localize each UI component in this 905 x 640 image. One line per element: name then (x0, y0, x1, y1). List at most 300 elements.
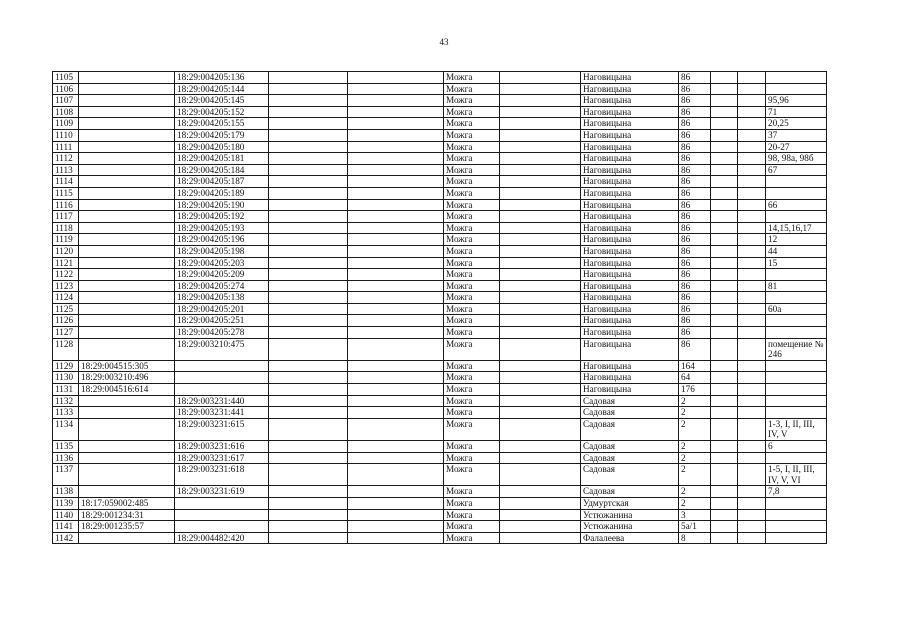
empty-cell (269, 269, 348, 281)
empty-cell (269, 118, 348, 130)
house-number-cell: 8 (679, 532, 711, 544)
empty-cell (269, 280, 348, 292)
street-cell: Наговицына (581, 234, 679, 246)
empty-cell (269, 441, 348, 453)
empty-cell (500, 280, 581, 292)
street-cell: Наговицына (581, 384, 679, 396)
city-cell: Можга (444, 269, 500, 281)
cadastral-parent-cell (79, 106, 175, 118)
empty-cell (738, 199, 766, 211)
premises-cell: 7,8 (766, 486, 827, 498)
city-cell: Можга (444, 521, 500, 533)
row-number-cell: 1106 (53, 83, 79, 95)
city-cell: Можга (444, 118, 500, 130)
empty-cell (711, 83, 738, 95)
table-row (53, 418, 827, 440)
city-cell: Можга (444, 532, 500, 544)
cadastral-parent-cell: 18:29:004516:614 (79, 384, 175, 396)
table-row (53, 72, 827, 84)
empty-cell (711, 118, 738, 130)
table-row (53, 257, 827, 269)
city-cell: Можга (444, 360, 500, 372)
street-cell: Наговицына (581, 372, 679, 384)
premises-cell (766, 292, 827, 304)
empty-cell (348, 269, 444, 281)
cadastral-number-cell: 18:29:004205:201 (175, 303, 269, 315)
cadastral-number-cell: 18:29:004205:251 (175, 315, 269, 327)
city-cell: Можга (444, 338, 500, 360)
empty-cell (711, 280, 738, 292)
row-number-cell: 1119 (53, 234, 79, 246)
city-cell: Можга (444, 95, 500, 107)
empty-cell (348, 521, 444, 533)
empty-cell (348, 83, 444, 95)
cadastral-parent-cell (79, 211, 175, 223)
empty-cell (269, 395, 348, 407)
house-number-cell: 2 (679, 464, 711, 486)
house-number-cell: 2 (679, 418, 711, 440)
row-number-cell: 1108 (53, 106, 79, 118)
empty-cell (738, 395, 766, 407)
empty-cell (269, 72, 348, 84)
cadastral-parent-cell (79, 141, 175, 153)
premises-cell (766, 360, 827, 372)
premises-cell (766, 211, 827, 223)
empty-cell (738, 118, 766, 130)
house-number-cell: 86 (679, 164, 711, 176)
cadastral-parent-cell (79, 395, 175, 407)
empty-cell (269, 95, 348, 107)
cadastral-parent-cell (79, 222, 175, 234)
house-number-cell: 86 (679, 187, 711, 199)
street-cell: Удмуртская (581, 497, 679, 509)
empty-cell (348, 372, 444, 384)
empty-cell (711, 234, 738, 246)
premises-cell: 1-3, I, II, III, IV, V (766, 418, 827, 440)
empty-cell (269, 372, 348, 384)
empty-cell (738, 222, 766, 234)
table-row (53, 452, 827, 464)
street-cell: Наговицына (581, 118, 679, 130)
empty-cell (500, 118, 581, 130)
row-number-cell: 1132 (53, 395, 79, 407)
city-cell: Можга (444, 234, 500, 246)
cadastral-parent-cell (79, 338, 175, 360)
empty-cell (711, 384, 738, 396)
city-cell: Можга (444, 245, 500, 257)
house-number-cell: 2 (679, 497, 711, 509)
table-row (53, 532, 827, 544)
street-cell: Садовая (581, 407, 679, 419)
house-number-cell: 2 (679, 441, 711, 453)
cadastral-number-cell (175, 360, 269, 372)
street-cell: Наговицына (581, 327, 679, 339)
empty-cell (711, 464, 738, 486)
city-cell: Можга (444, 187, 500, 199)
city-cell: Можга (444, 486, 500, 498)
empty-cell (711, 153, 738, 165)
empty-cell (348, 72, 444, 84)
empty-cell (348, 418, 444, 440)
row-number-cell: 1117 (53, 211, 79, 223)
cadastral-number-cell: 18:29:004482:420 (175, 532, 269, 544)
cadastral-number-cell: 18:29:003231:619 (175, 486, 269, 498)
empty-cell (500, 441, 581, 453)
row-number-cell: 1139 (53, 497, 79, 509)
empty-cell (738, 452, 766, 464)
cadastral-parent-cell (79, 176, 175, 188)
premises-cell (766, 395, 827, 407)
cadastral-parent-cell (79, 187, 175, 199)
house-number-cell: 86 (679, 338, 711, 360)
premises-cell: помещение № 246 (766, 338, 827, 360)
city-cell: Можга (444, 199, 500, 211)
table-row (53, 83, 827, 95)
empty-cell (269, 141, 348, 153)
cadastral-number-cell: 18:29:004205:198 (175, 245, 269, 257)
cadastral-parent-cell (79, 315, 175, 327)
cadastral-parent-cell (79, 292, 175, 304)
cadastral-number-cell: 18:29:004205:136 (175, 72, 269, 84)
empty-cell (738, 384, 766, 396)
cadastral-parent-cell (79, 441, 175, 453)
empty-cell (738, 407, 766, 419)
empty-cell (269, 129, 348, 141)
cadastral-number-cell: 18:29:004205:274 (175, 280, 269, 292)
empty-cell (500, 83, 581, 95)
empty-cell (500, 452, 581, 464)
empty-cell (348, 486, 444, 498)
street-cell: Наговицына (581, 95, 679, 107)
empty-cell (348, 118, 444, 130)
premises-cell: 14,15,16,17 (766, 222, 827, 234)
empty-cell (738, 303, 766, 315)
table-row (53, 187, 827, 199)
table-row (53, 280, 827, 292)
premises-cell: 67 (766, 164, 827, 176)
house-number-cell: 86 (679, 153, 711, 165)
street-cell: Наговицына (581, 83, 679, 95)
empty-cell (500, 245, 581, 257)
empty-cell (348, 106, 444, 118)
cadastral-number-cell (175, 384, 269, 396)
street-cell: Садовая (581, 441, 679, 453)
empty-cell (348, 176, 444, 188)
city-cell: Можга (444, 418, 500, 440)
cadastral-parent-cell (79, 303, 175, 315)
city-cell: Можга (444, 257, 500, 269)
empty-cell (269, 338, 348, 360)
premises-cell (766, 532, 827, 544)
row-number-cell: 1122 (53, 269, 79, 281)
empty-cell (348, 532, 444, 544)
house-number-cell: 86 (679, 292, 711, 304)
street-cell: Наговицына (581, 257, 679, 269)
cadastral-parent-cell (79, 234, 175, 246)
empty-cell (348, 509, 444, 521)
empty-cell (738, 141, 766, 153)
row-number-cell: 1133 (53, 407, 79, 419)
empty-cell (500, 106, 581, 118)
cadastral-number-cell: 18:29:004205:155 (175, 118, 269, 130)
street-cell: Наговицына (581, 360, 679, 372)
empty-cell (711, 222, 738, 234)
empty-cell (269, 521, 348, 533)
table-row (53, 486, 827, 498)
cadastral-number-cell: 18:29:004205:278 (175, 327, 269, 339)
premises-cell (766, 452, 827, 464)
row-number-cell: 1105 (53, 72, 79, 84)
house-number-cell: 86 (679, 199, 711, 211)
cadastral-parent-cell (79, 532, 175, 544)
cadastral-number-cell: 18:29:004205:187 (175, 176, 269, 188)
empty-cell (738, 338, 766, 360)
house-number-cell: 86 (679, 315, 711, 327)
street-cell: Садовая (581, 452, 679, 464)
page-number: 43 (439, 37, 449, 47)
empty-cell (348, 153, 444, 165)
street-cell: Устюжанина (581, 521, 679, 533)
row-number-cell: 1118 (53, 222, 79, 234)
empty-cell (348, 280, 444, 292)
table-row (53, 497, 827, 509)
row-number-cell: 1126 (53, 315, 79, 327)
house-number-cell: 86 (679, 257, 711, 269)
premises-cell: 1-5, I, II, III, IV, V, VI (766, 464, 827, 486)
street-cell: Наговицына (581, 222, 679, 234)
cadastral-number-cell: 18:29:003231:618 (175, 464, 269, 486)
cadastral-parent-cell (79, 327, 175, 339)
empty-cell (500, 222, 581, 234)
cadastral-parent-cell: 18:29:004515:305 (79, 360, 175, 372)
table-row (53, 407, 827, 419)
empty-cell (269, 532, 348, 544)
empty-cell (500, 211, 581, 223)
empty-cell (348, 257, 444, 269)
empty-cell (711, 497, 738, 509)
table-row (53, 338, 827, 360)
premises-cell: 71 (766, 106, 827, 118)
street-cell: Садовая (581, 464, 679, 486)
city-cell: Можга (444, 176, 500, 188)
cadastral-parent-cell (79, 407, 175, 419)
table-row (53, 441, 827, 453)
empty-cell (738, 211, 766, 223)
table-row (53, 199, 827, 211)
row-number-cell: 1134 (53, 418, 79, 440)
empty-cell (711, 441, 738, 453)
cadastral-number-cell (175, 497, 269, 509)
cadastral-number-cell: 18:29:003231:615 (175, 418, 269, 440)
table-row (53, 245, 827, 257)
empty-cell (348, 187, 444, 199)
city-cell: Можга (444, 129, 500, 141)
house-number-cell: 64 (679, 372, 711, 384)
row-number-cell: 1138 (53, 486, 79, 498)
premises-cell: 81 (766, 280, 827, 292)
row-number-cell: 1136 (53, 452, 79, 464)
street-cell: Наговицына (581, 72, 679, 84)
house-number-cell: 2 (679, 452, 711, 464)
empty-cell (348, 464, 444, 486)
empty-cell (269, 327, 348, 339)
premises-cell (766, 372, 827, 384)
empty-cell (500, 199, 581, 211)
street-cell: Наговицына (581, 129, 679, 141)
empty-cell (500, 418, 581, 440)
house-number-cell: 2 (679, 407, 711, 419)
cadastral-parent-cell: 18:29:003210:496 (79, 372, 175, 384)
table-row (53, 95, 827, 107)
empty-cell (500, 129, 581, 141)
empty-cell (269, 257, 348, 269)
house-number-cell: 86 (679, 269, 711, 281)
cadastral-parent-cell (79, 95, 175, 107)
row-number-cell: 1113 (53, 164, 79, 176)
empty-cell (738, 372, 766, 384)
empty-cell (500, 257, 581, 269)
row-number-cell: 1109 (53, 118, 79, 130)
house-number-cell: 86 (679, 245, 711, 257)
empty-cell (711, 187, 738, 199)
street-cell: Садовая (581, 395, 679, 407)
house-number-cell: 86 (679, 327, 711, 339)
premises-cell (766, 327, 827, 339)
cadastral-number-cell: 18:29:004205:144 (175, 83, 269, 95)
house-number-cell: 86 (679, 95, 711, 107)
street-cell: Наговицына (581, 292, 679, 304)
empty-cell (738, 532, 766, 544)
empty-cell (500, 153, 581, 165)
street-cell: Наговицына (581, 269, 679, 281)
row-number-cell: 1128 (53, 338, 79, 360)
house-number-cell: 164 (679, 360, 711, 372)
empty-cell (348, 315, 444, 327)
table-row (53, 141, 827, 153)
premises-cell: 66 (766, 199, 827, 211)
empty-cell (348, 452, 444, 464)
premises-cell: 12 (766, 234, 827, 246)
city-cell: Можга (444, 141, 500, 153)
city-cell: Можга (444, 153, 500, 165)
empty-cell (738, 153, 766, 165)
street-cell: Наговицына (581, 176, 679, 188)
empty-cell (738, 464, 766, 486)
empty-cell (500, 187, 581, 199)
city-cell: Можга (444, 497, 500, 509)
street-cell: Наговицына (581, 199, 679, 211)
row-number-cell: 1124 (53, 292, 79, 304)
empty-cell (269, 176, 348, 188)
city-cell: Можга (444, 222, 500, 234)
premises-cell (766, 407, 827, 419)
row-number-cell: 1123 (53, 280, 79, 292)
empty-cell (738, 83, 766, 95)
cadastral-parent-cell (79, 118, 175, 130)
empty-cell (711, 452, 738, 464)
cadastral-parent-cell (79, 418, 175, 440)
empty-cell (711, 486, 738, 498)
house-number-cell: 86 (679, 118, 711, 130)
cadastral-parent-cell (79, 245, 175, 257)
city-cell: Можга (444, 407, 500, 419)
empty-cell (711, 315, 738, 327)
empty-cell (269, 497, 348, 509)
street-cell: Наговицына (581, 164, 679, 176)
empty-cell (738, 280, 766, 292)
empty-cell (269, 418, 348, 440)
empty-cell (269, 187, 348, 199)
cadastral-parent-cell (79, 452, 175, 464)
premises-cell (766, 187, 827, 199)
empty-cell (711, 372, 738, 384)
table-row (53, 211, 827, 223)
empty-cell (269, 199, 348, 211)
empty-cell (738, 106, 766, 118)
city-cell: Можга (444, 72, 500, 84)
city-cell: Можга (444, 509, 500, 521)
row-number-cell: 1111 (53, 141, 79, 153)
table-row (53, 222, 827, 234)
street-cell: Наговицына (581, 153, 679, 165)
house-number-cell: 86 (679, 83, 711, 95)
table-row (53, 106, 827, 118)
row-number-cell: 1125 (53, 303, 79, 315)
empty-cell (500, 164, 581, 176)
street-cell: Наговицына (581, 106, 679, 118)
cadastral-number-cell: 18:29:004205:209 (175, 269, 269, 281)
cadastral-number-cell: 18:29:004205:179 (175, 129, 269, 141)
premises-cell: 20-27 (766, 141, 827, 153)
table-row (53, 327, 827, 339)
row-number-cell: 1114 (53, 176, 79, 188)
cadastral-parent-cell (79, 153, 175, 165)
empty-cell (738, 418, 766, 440)
premises-cell: 6 (766, 441, 827, 453)
empty-cell (500, 521, 581, 533)
empty-cell (500, 384, 581, 396)
empty-cell (711, 327, 738, 339)
street-cell: Наговицына (581, 141, 679, 153)
cadastral-number-cell (175, 372, 269, 384)
house-number-cell: 86 (679, 211, 711, 223)
empty-cell (269, 153, 348, 165)
city-cell: Можга (444, 106, 500, 118)
street-cell: Садовая (581, 486, 679, 498)
table-row (53, 164, 827, 176)
row-number-cell: 1129 (53, 360, 79, 372)
house-number-cell: 3 (679, 509, 711, 521)
cadastral-parent-cell (79, 164, 175, 176)
cadastral-parent-cell (79, 129, 175, 141)
table-row (53, 395, 827, 407)
cadastral-number-cell: 18:29:003231:617 (175, 452, 269, 464)
empty-cell (711, 257, 738, 269)
register-table (52, 71, 827, 544)
cadastral-number-cell: 18:29:003231:440 (175, 395, 269, 407)
empty-cell (269, 222, 348, 234)
city-cell: Можга (444, 315, 500, 327)
house-number-cell: 86 (679, 280, 711, 292)
premises-cell: 95,96 (766, 95, 827, 107)
house-number-cell: 2 (679, 486, 711, 498)
empty-cell (500, 72, 581, 84)
empty-cell (738, 234, 766, 246)
empty-cell (500, 360, 581, 372)
empty-cell (500, 327, 581, 339)
table-row (53, 509, 827, 521)
empty-cell (738, 486, 766, 498)
